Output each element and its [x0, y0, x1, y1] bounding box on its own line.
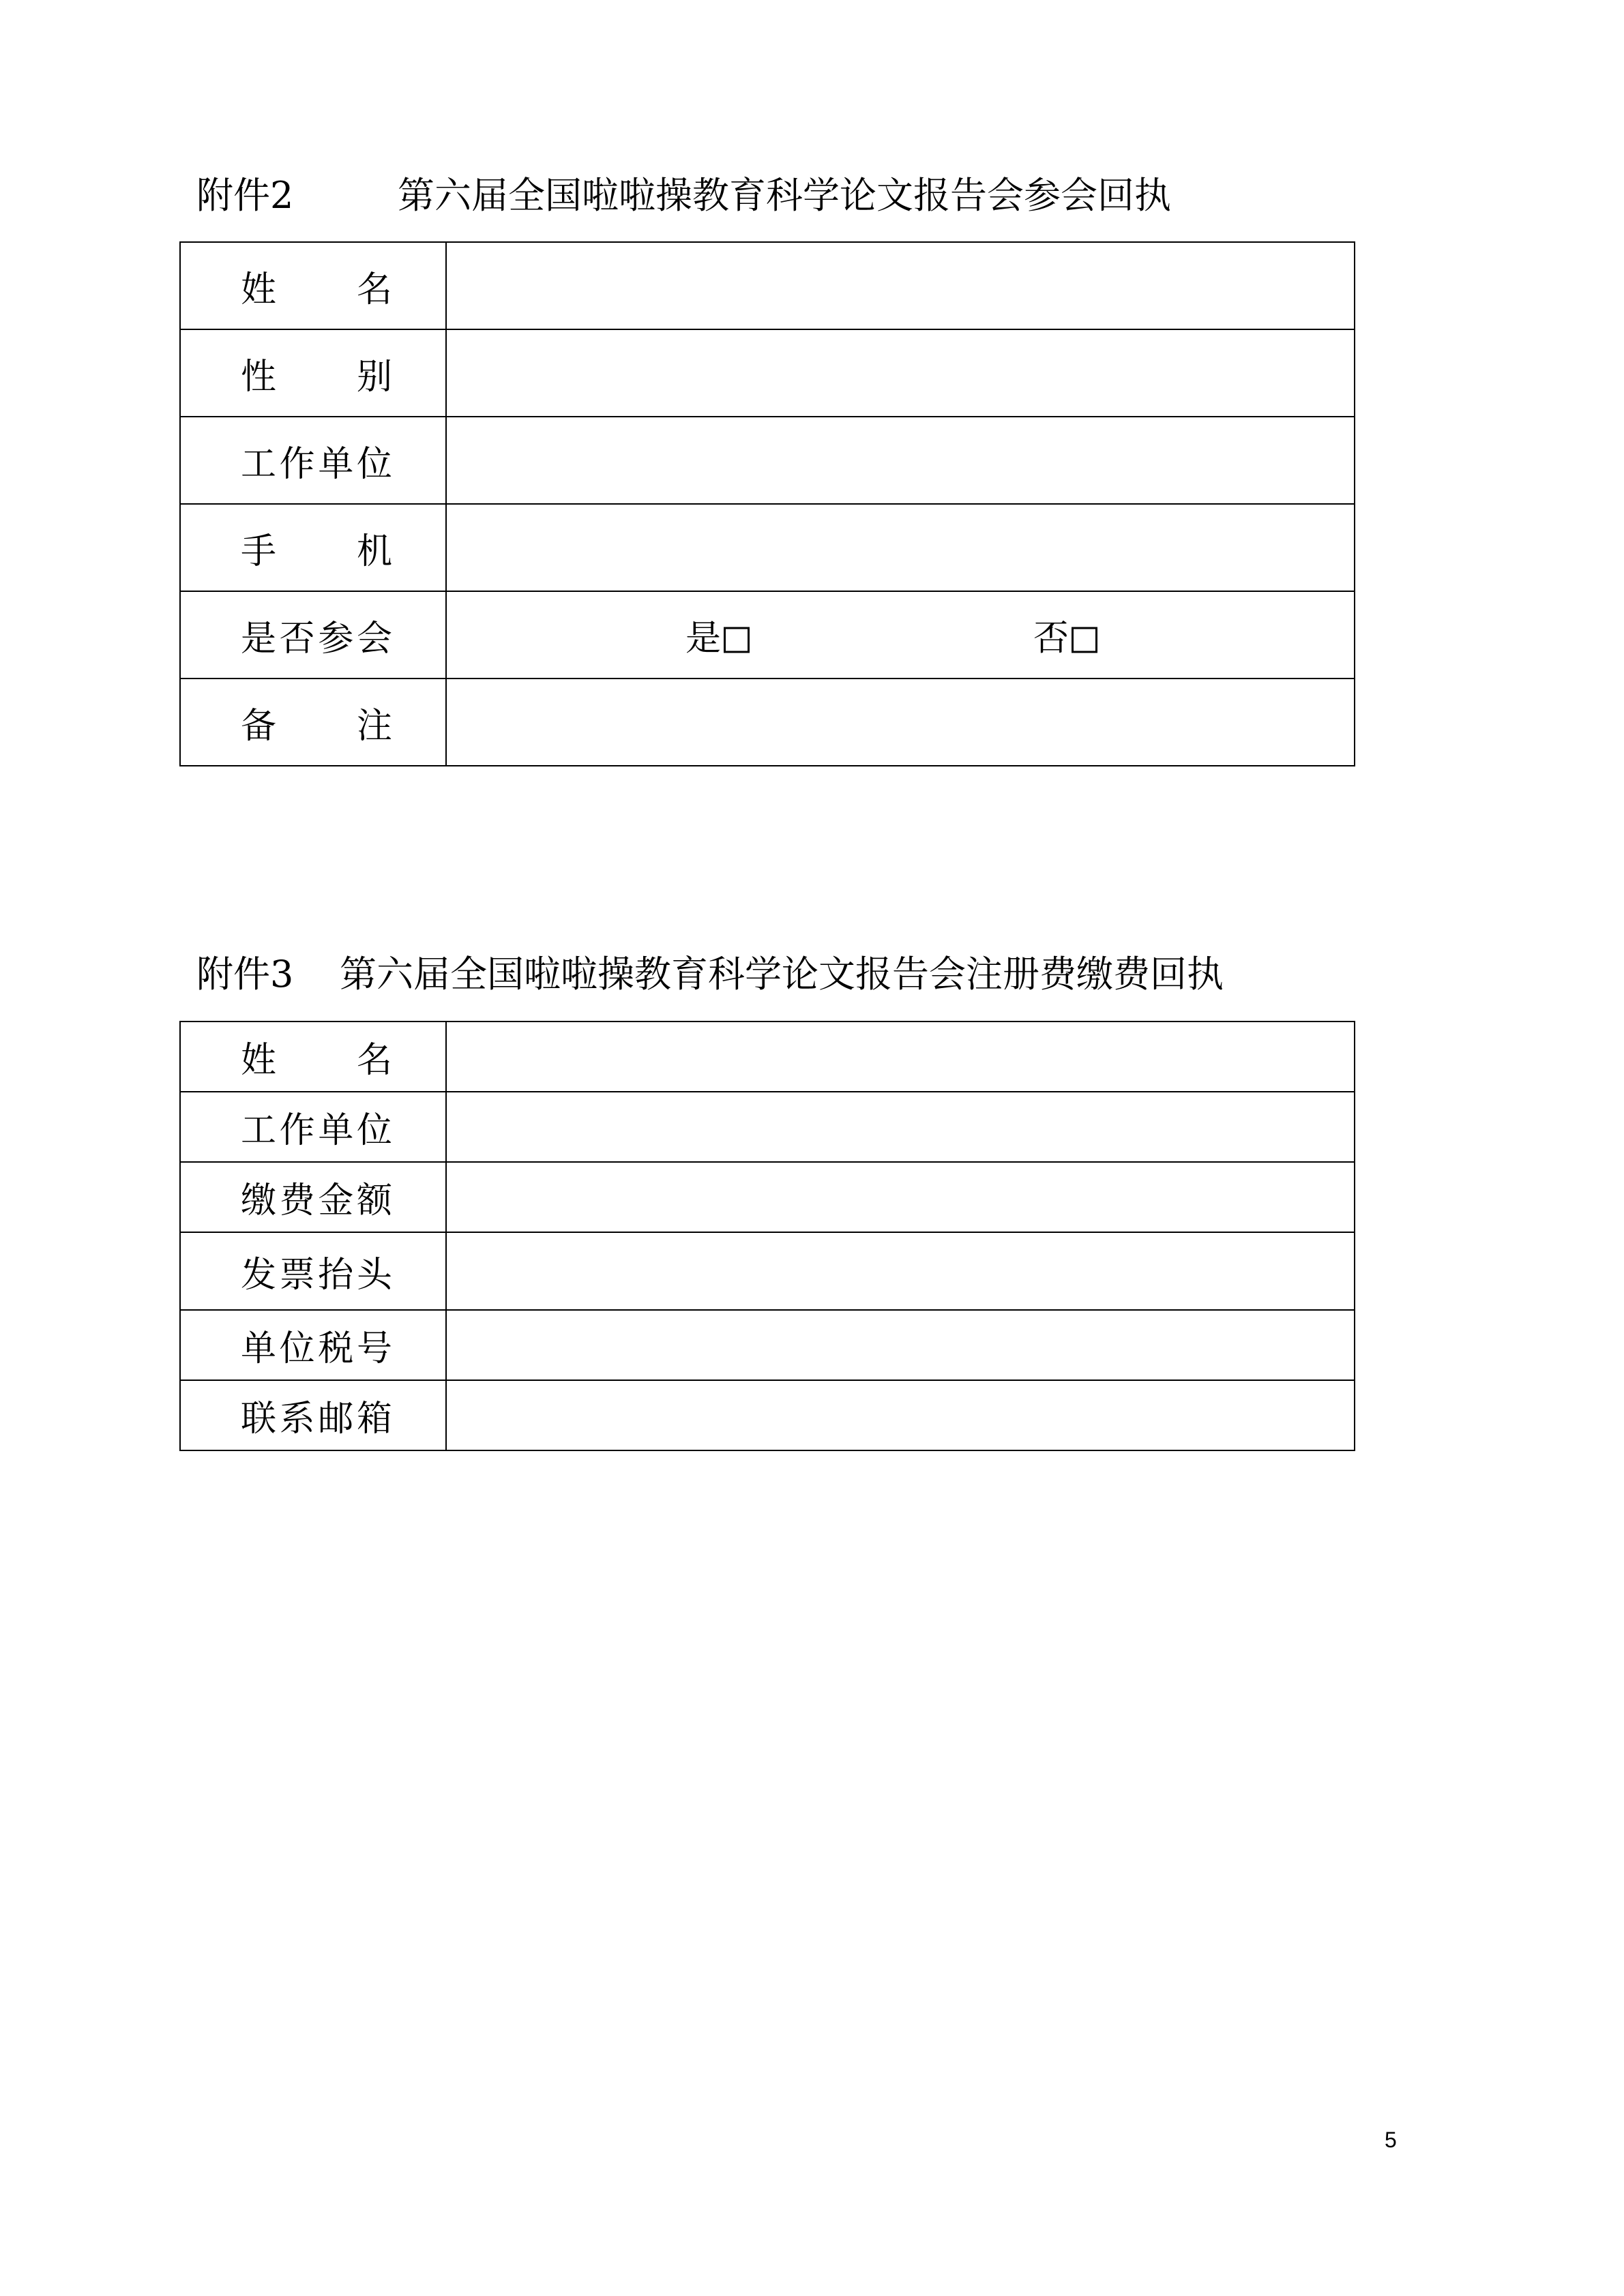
attachment-2-label: 附件2: [196, 174, 294, 217]
field-label-cell: [180, 1162, 446, 1232]
attachment-3-heading: [196, 953, 1224, 996]
contact-email-field[interactable]: [446, 1380, 1355, 1450]
tax-id-field[interactable]: [446, 1310, 1355, 1380]
payment-reply-form: [179, 1021, 1355, 1451]
form-row-gender: [180, 329, 1355, 417]
attachment-2-title: 第六届全国啦啦操教育科学论文报告会参会回执: [398, 174, 1171, 217]
work-unit-field[interactable]: [446, 417, 1355, 504]
attend-choice-cell: [446, 591, 1355, 679]
field-label-cell: [180, 242, 446, 329]
field-label-cell: [180, 1022, 446, 1092]
field-label-name: 姓名: [241, 269, 392, 310]
field-label-cell: [180, 591, 446, 679]
field-label-cell: [180, 679, 446, 766]
field-label-payment-amount: 缴费金额: [241, 1180, 392, 1221]
field-label-work-unit: 工作单位: [241, 1110, 392, 1151]
attend-no-option[interactable]: [1033, 610, 1097, 661]
form-row-invoice-title: [180, 1232, 1355, 1310]
gender-field[interactable]: [446, 329, 1355, 417]
remarks-field[interactable]: [446, 679, 1355, 766]
form-row-name: [180, 1022, 1355, 1092]
field-label-cell: [180, 1092, 446, 1162]
name-field[interactable]: [446, 1022, 1355, 1092]
form-row-payment-amount: [180, 1162, 1355, 1232]
work-unit-field[interactable]: [446, 1092, 1355, 1162]
attend-yes-option[interactable]: [685, 610, 750, 661]
form-row-contact-email: [180, 1380, 1355, 1450]
form-row-tax-id: [180, 1310, 1355, 1380]
field-label-mobile: 手机: [241, 531, 392, 572]
form-row-attend: [180, 591, 1355, 679]
attend-yes-checkbox[interactable]: [724, 627, 750, 653]
attendance-reply-form: [179, 241, 1355, 766]
attachment-3-label: 附件3: [196, 953, 294, 996]
field-label-cell: [180, 1310, 446, 1380]
payment-amount-field[interactable]: [446, 1162, 1355, 1232]
field-label-cell: [180, 504, 446, 591]
mobile-field[interactable]: [446, 504, 1355, 591]
name-field[interactable]: [446, 242, 1355, 329]
field-label-attend: 是否参会: [241, 618, 392, 659]
form-row-mobile: [180, 504, 1355, 591]
field-label-cell: [180, 417, 446, 504]
attend-no-label: 否: [1033, 618, 1069, 659]
field-label-contact-email: 联系邮箱: [241, 1399, 392, 1440]
field-label-cell: [180, 329, 446, 417]
attend-no-checkbox[interactable]: [1072, 627, 1097, 653]
attachment-3-title: 第六届全国啦啦操教育科学论文报告会注册费缴费回执: [340, 953, 1224, 996]
form-row-name: [180, 242, 1355, 329]
page-number: 5: [1385, 2128, 1397, 2152]
field-label-cell: [180, 1232, 446, 1310]
invoice-title-field[interactable]: [446, 1232, 1355, 1310]
form-row-work-unit: [180, 417, 1355, 504]
field-label-work-unit: 工作单位: [241, 443, 392, 485]
attend-yes-label: 是: [685, 618, 722, 659]
attachment-2-heading: [196, 174, 1171, 217]
field-label-tax-id: 单位税号: [241, 1328, 392, 1369]
field-label-remarks: 备注: [241, 705, 392, 747]
form-row-work-unit: [180, 1092, 1355, 1162]
field-label-cell: [180, 1380, 446, 1450]
field-label-name: 姓名: [241, 1040, 392, 1081]
field-label-gender: 性别: [241, 356, 392, 398]
field-label-invoice-title: 发票抬头: [241, 1254, 392, 1296]
form-row-remarks: [180, 679, 1355, 766]
